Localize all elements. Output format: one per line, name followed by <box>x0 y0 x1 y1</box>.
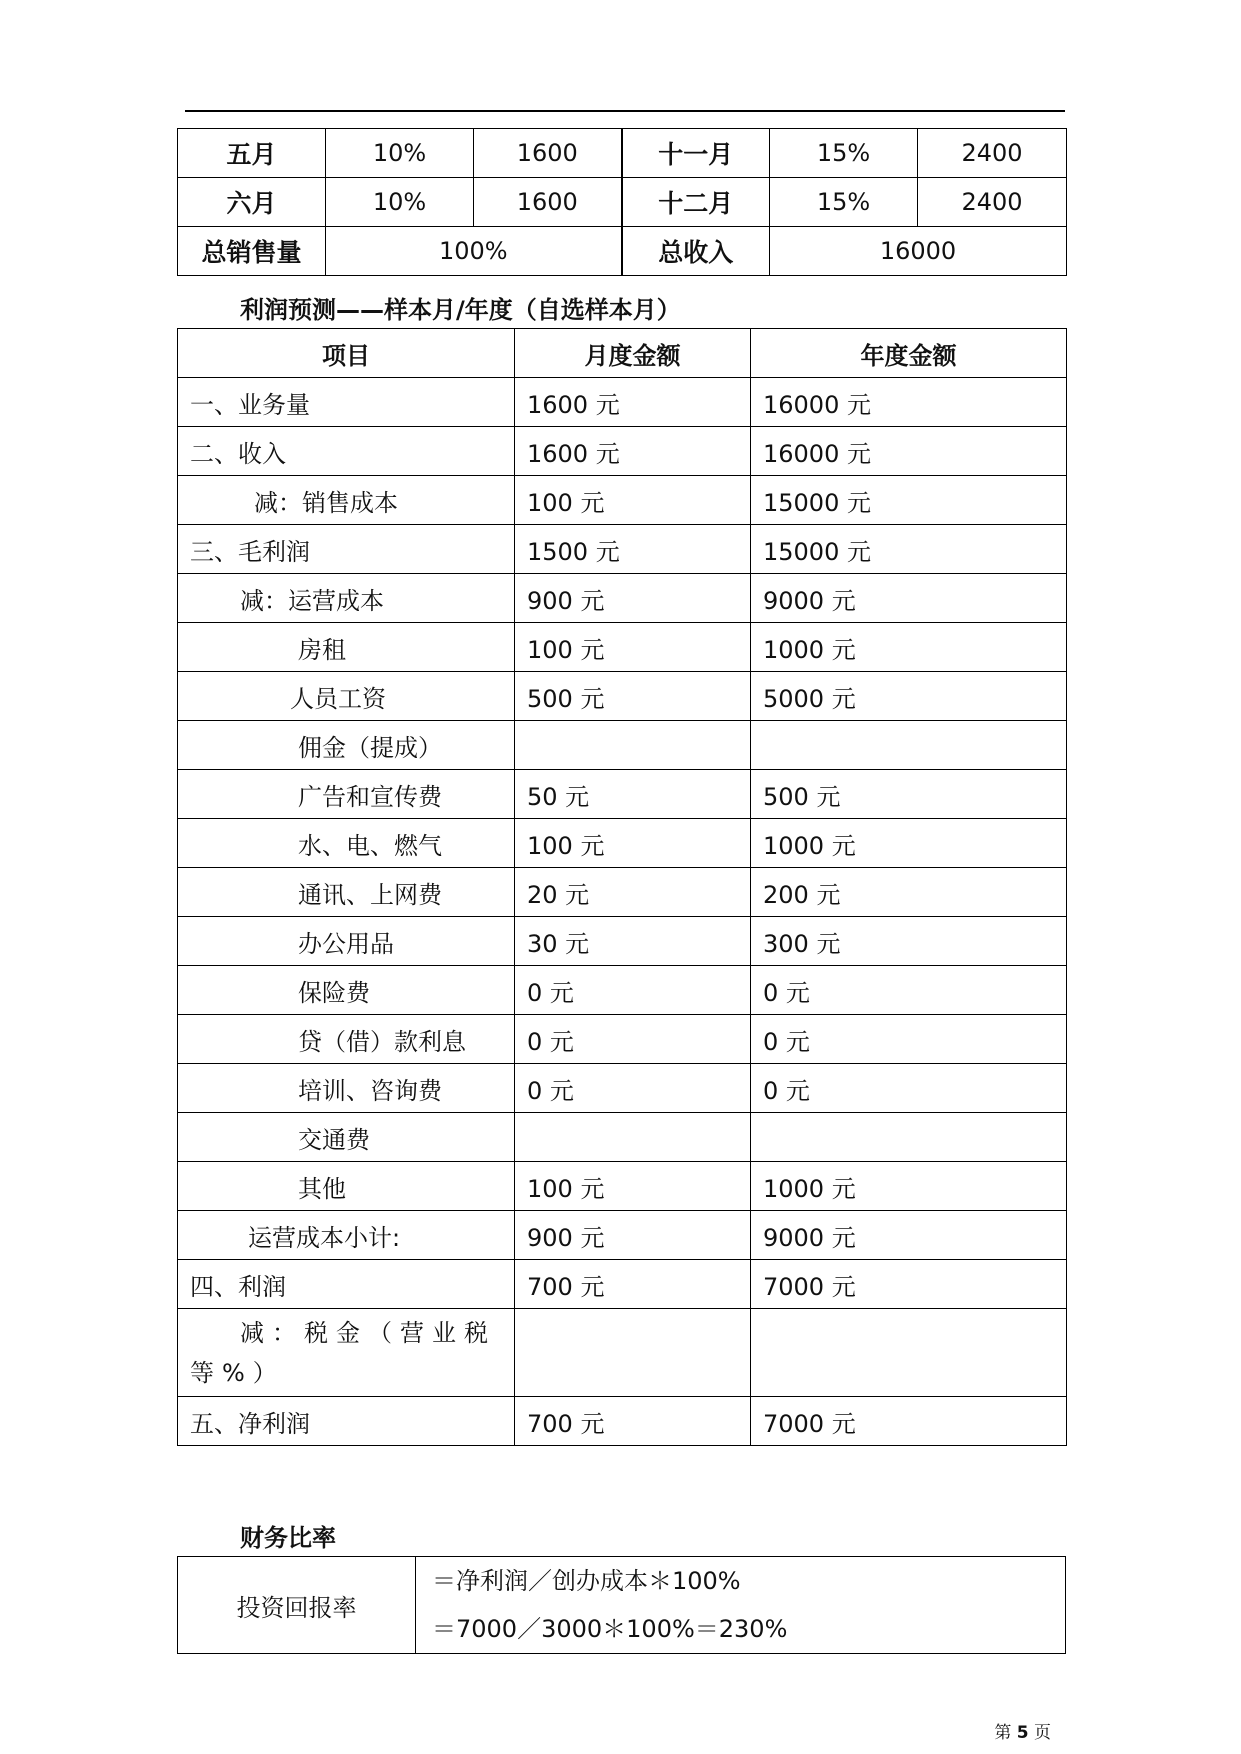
table-row <box>178 770 1067 819</box>
annual-cell: 500 元 <box>751 770 1067 819</box>
item-cell: 运营成本小计: <box>178 1211 515 1260</box>
item-cell: 通讯、上网费 <box>178 868 515 917</box>
table-row <box>178 178 1067 227</box>
total-sales-value: 100% <box>326 227 622 276</box>
monthly-cell: 0 元 <box>515 1064 751 1113</box>
annual-cell: 1000 元 <box>751 623 1067 672</box>
annual-cell: 16000 元 <box>751 427 1067 476</box>
monthly-cell <box>515 1113 751 1162</box>
table-row <box>178 1015 1067 1064</box>
table-row <box>178 1309 1067 1397</box>
table-row <box>178 1211 1067 1260</box>
item-cell: 人员工资 <box>178 672 515 721</box>
item-cell: 交通费 <box>178 1113 515 1162</box>
item-cell: 保险费 <box>178 966 515 1015</box>
monthly-cell: 0 元 <box>515 1015 751 1064</box>
total-income-label: 总收入 <box>622 227 770 276</box>
monthly-cell <box>515 721 751 770</box>
month-cell: 十一月 <box>622 129 770 178</box>
annual-cell <box>751 1309 1067 1397</box>
item-cell: 贷（借）款利息 <box>178 1015 515 1064</box>
financial-ratio-table <box>177 1556 1066 1654</box>
total-sales-label: 总销售量 <box>178 227 326 276</box>
table-row <box>178 1557 1066 1654</box>
tax-label: 减：税金（营业税等%） <box>190 1318 496 1387</box>
table-row <box>178 819 1067 868</box>
table-row <box>178 378 1067 427</box>
monthly-cell: 1600 元 <box>515 378 751 427</box>
annual-cell: 0 元 <box>751 966 1067 1015</box>
item-cell: 培训、咨询费 <box>178 1064 515 1113</box>
monthly-sales-table <box>177 128 1067 276</box>
roi-formula: ＝净利润／创办成本＊100% <box>432 1567 741 1595</box>
annual-cell: 1000 元 <box>751 819 1067 868</box>
value-cell: 1600 <box>474 178 622 227</box>
monthly-cell: 100 元 <box>515 476 751 525</box>
table-row <box>178 1162 1067 1211</box>
roi-calculation: ＝7000／3000＊100%＝230% <box>432 1615 788 1643</box>
monthly-cell: 100 元 <box>515 1162 751 1211</box>
page-prefix: 第 <box>994 1723 1012 1743</box>
monthly-cell: 900 元 <box>515 574 751 623</box>
month-cell: 十二月 <box>622 178 770 227</box>
annual-cell: 5000 元 <box>751 672 1067 721</box>
annual-cell: 0 元 <box>751 1015 1067 1064</box>
month-cell: 六月 <box>178 178 326 227</box>
item-cell: 办公用品 <box>178 917 515 966</box>
monthly-cell: 30 元 <box>515 917 751 966</box>
table-row <box>178 476 1067 525</box>
table-row <box>178 966 1067 1015</box>
monthly-cell: 900 元 <box>515 1211 751 1260</box>
table-row <box>178 1113 1067 1162</box>
percent-cell: 10% <box>326 129 474 178</box>
page-footer <box>994 1718 1051 1743</box>
monthly-cell: 100 元 <box>515 819 751 868</box>
table-row <box>178 721 1067 770</box>
table-row <box>178 917 1067 966</box>
item-cell: 水、电、燃气 <box>178 819 515 868</box>
monthly-cell: 100 元 <box>515 623 751 672</box>
table-header-row <box>178 329 1067 378</box>
table-row <box>178 129 1067 178</box>
item-cell: 其他 <box>178 1162 515 1211</box>
annual-cell: 0 元 <box>751 1064 1067 1113</box>
percent-cell: 15% <box>770 129 918 178</box>
roi-label: 投资回报率 <box>178 1557 416 1654</box>
column-header-annual: 年度金额 <box>751 329 1067 378</box>
annual-cell: 7000 元 <box>751 1397 1067 1446</box>
monthly-cell: 1600 元 <box>515 427 751 476</box>
annual-cell: 200 元 <box>751 868 1067 917</box>
value-cell: 1600 <box>474 129 622 178</box>
item-cell <box>178 1309 515 1397</box>
monthly-cell: 500 元 <box>515 672 751 721</box>
percent-cell: 15% <box>770 178 918 227</box>
item-cell: 广告和宣传费 <box>178 770 515 819</box>
table-row <box>178 1064 1067 1113</box>
monthly-cell: 700 元 <box>515 1260 751 1309</box>
profit-forecast-title: 利润预测——样本月/年度（自选样本月） <box>240 296 681 324</box>
header-rule <box>185 110 1065 112</box>
annual-cell <box>751 1113 1067 1162</box>
total-income-value: 16000 <box>770 227 1067 276</box>
table-row <box>178 574 1067 623</box>
profit-forecast-table <box>177 328 1067 1446</box>
table-row <box>178 427 1067 476</box>
table-row <box>178 623 1067 672</box>
monthly-cell: 20 元 <box>515 868 751 917</box>
monthly-cell: 1500 元 <box>515 525 751 574</box>
total-row <box>178 227 1067 276</box>
item-cell: 减：销售成本 <box>178 476 515 525</box>
annual-cell: 15000 元 <box>751 525 1067 574</box>
monthly-cell: 50 元 <box>515 770 751 819</box>
annual-cell: 7000 元 <box>751 1260 1067 1309</box>
value-cell: 2400 <box>918 129 1067 178</box>
percent-cell: 10% <box>326 178 474 227</box>
annual-cell: 300 元 <box>751 917 1067 966</box>
table-row <box>178 672 1067 721</box>
page-suffix: 页 <box>1034 1723 1051 1743</box>
page-number: 5 <box>1016 1723 1029 1743</box>
annual-cell: 1000 元 <box>751 1162 1067 1211</box>
annual-cell <box>751 721 1067 770</box>
item-cell: 房租 <box>178 623 515 672</box>
financial-ratio-title: 财务比率 <box>240 1524 336 1552</box>
annual-cell: 9000 元 <box>751 1211 1067 1260</box>
table-row <box>178 1397 1067 1446</box>
item-cell: 五、净利润 <box>178 1397 515 1446</box>
column-header-monthly: 月度金额 <box>515 329 751 378</box>
monthly-cell: 700 元 <box>515 1397 751 1446</box>
table-row <box>178 868 1067 917</box>
column-header-item: 项目 <box>178 329 515 378</box>
item-cell: 佣金（提成） <box>178 721 515 770</box>
monthly-cell <box>515 1309 751 1397</box>
item-cell: 四、利润 <box>178 1260 515 1309</box>
month-cell: 五月 <box>178 129 326 178</box>
item-cell: 二、收入 <box>178 427 515 476</box>
value-cell: 2400 <box>918 178 1067 227</box>
table-row <box>178 525 1067 574</box>
annual-cell: 16000 元 <box>751 378 1067 427</box>
table-row <box>178 1260 1067 1309</box>
annual-cell: 9000 元 <box>751 574 1067 623</box>
item-cell: 三、毛利润 <box>178 525 515 574</box>
annual-cell: 15000 元 <box>751 476 1067 525</box>
item-cell: 一、业务量 <box>178 378 515 427</box>
roi-formula-cell <box>416 1557 1066 1654</box>
monthly-cell: 0 元 <box>515 966 751 1015</box>
item-cell: 减：运营成本 <box>178 574 515 623</box>
